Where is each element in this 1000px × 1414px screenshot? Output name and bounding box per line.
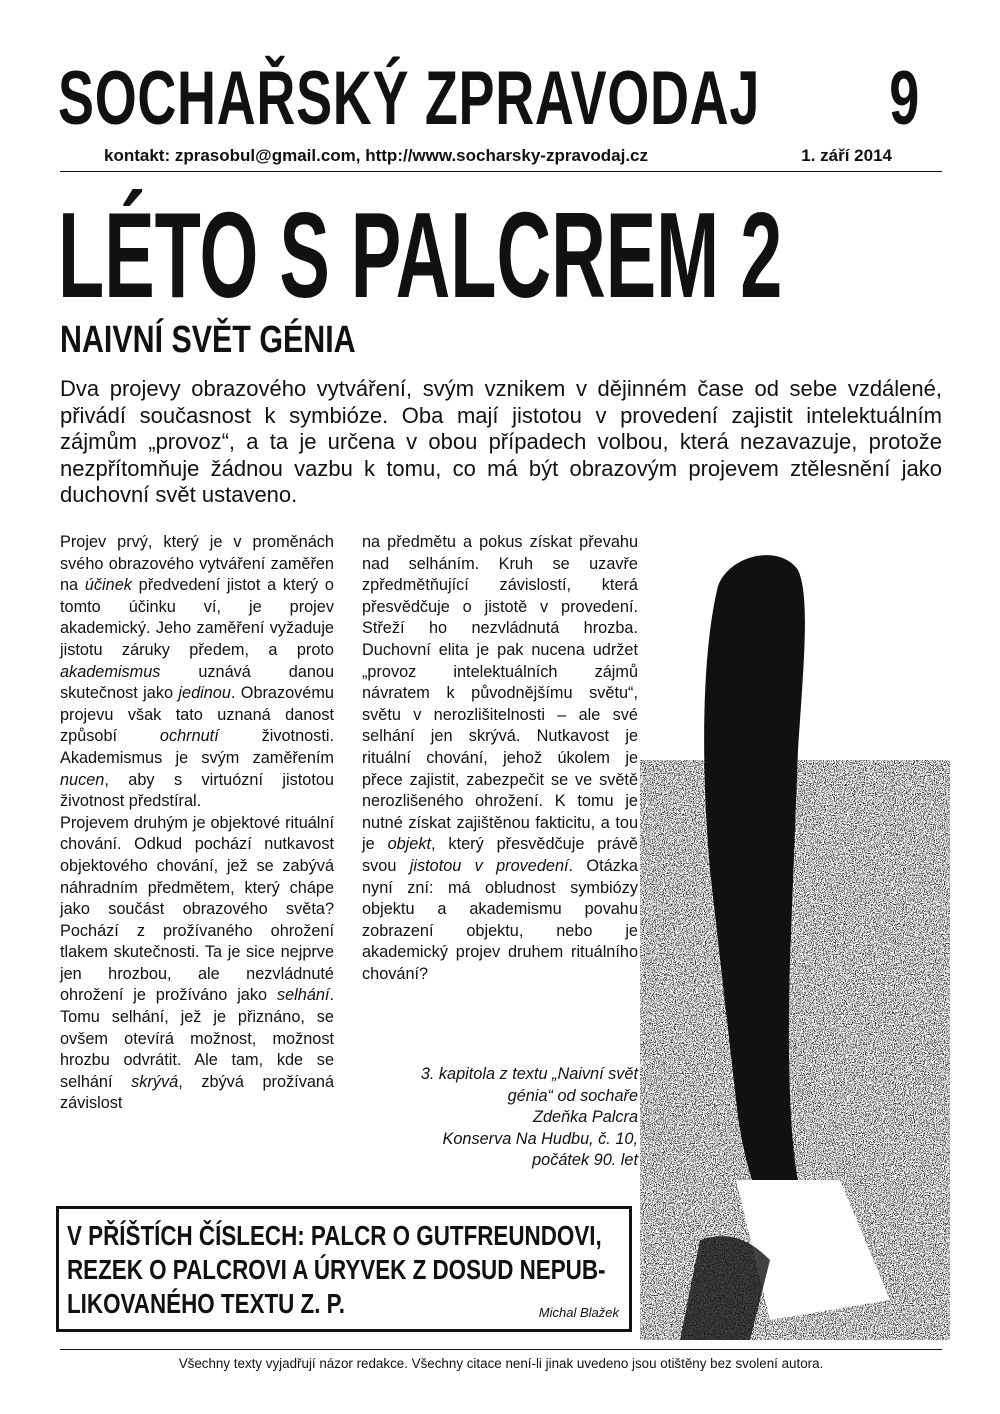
caption-line: Zdeňka Palcra — [533, 1108, 638, 1127]
masthead-divider — [60, 171, 942, 172]
issue-number: 9 — [889, 56, 920, 141]
emphasis: účinek — [84, 576, 132, 595]
masthead-title — [58, 56, 920, 141]
emphasis: nucen — [60, 770, 105, 789]
column1-paragraph-1: Projev prvý, který je v proměnách svého obrazového vytváření zaměřen na účinek předvedení jistot a který o tomto účinku ví, je projev akademický. Jeho zaměření vyžaduje jistotu záruky předem, a proto akademismus uznává danou skutečnost jako jedinou. Obrazovému projevu však tato uznaná danost způsobí ochrnutí životnosti. Akademismus je svým zaměřením nucen, aby s virtuózní jistotou životnost předstíral. — [60, 533, 334, 811]
caption-line: Konserva Na Hudbu, č. 10, — [442, 1129, 638, 1148]
contact-line: kontakt: zprasobul@gmail.com, http://www.socharsky-zpravodaj.cz — [104, 146, 648, 165]
emphasis: jedinou — [178, 684, 231, 703]
notice-author: Michal Blažek — [538, 1305, 619, 1320]
column2-paragraph-1: na předmětu a pokus získat převahu nad selháním. Kruh se uzavře zpředmětňující závislostí, která přesvědčuje o jistotě v provedení. Střeží ho nezvládnutá hrozba. Duchovní elita je pak nucena udržet „provoz intelektuálních zájmů návratem k původnějšímu světu“, světu v nerozlišitelnosti – ale své selhání jen skrývá. Nutkavost je rituální chování, jehož úkolem je přece zajistit, zabezpečit se ve světě nerozlišeného ohrožení. K tomu je nutné získat zajištěnou fakticitu, a tou je objekt, který přesvědčuje právě svou jistotou v provedení. Otázka nyní zní: má obludnost symbiózy objektu a akademismu povahu zobrazení objektu, nebo je akademický projev druhem rituálního chování? — [362, 533, 638, 983]
caption-line: počátek 90. let — [532, 1151, 638, 1170]
article-headline: LÉTO S PALCREM 2 — [58, 187, 783, 323]
emphasis: objekt — [387, 835, 432, 854]
caption-line: 3. kapitola z textu „Naivní svět — [420, 1065, 638, 1083]
footer-disclaimer: Všechny texty vyjadřují názor redakce. Všechny citace není-li jinak uvedeno jsou otištěny bez svolení autora. — [178, 1356, 824, 1371]
emphasis: selhání — [276, 986, 330, 1005]
emphasis: jistotou v provedení — [409, 856, 569, 875]
notice-line: LIKOVANÉHO TEXTU Z. P. — [67, 1288, 345, 1319]
newsletter-name: SOCHAŘSKÝ ZPRAVODAJ — [58, 56, 761, 141]
article-subheadline: NAIVNÍ SVĚT GÉNIA — [60, 319, 356, 361]
emphasis: ochrnutí — [159, 727, 219, 746]
issue-date: 1. září 2014 — [801, 146, 892, 165]
source-caption — [362, 1064, 638, 1172]
caption-line: génia“ od sochaře — [507, 1086, 638, 1105]
notice-line: REZEK O PALCROVI A ÚRYVEK Z DOSUD NEPUB- — [67, 1254, 606, 1285]
article-lead: Dva projevy obrazového vytváření, svým vznikem v dějinném čase od sebe vzdálené, přivádí současnost k symbióze. Oba mají jistotou v provedení zajistit intelektuálním zájmům „provoz“, a ta je určena v obou případech volbou, která nezavazuje, protože nezpřítomňuje žádnou vazbu k tomu, co má být obrazovým projevem ztělesnění jako duchovní svět ustaveno. — [60, 376, 942, 508]
upcoming-issues-box — [56, 1206, 632, 1332]
article-column-2 — [362, 532, 638, 985]
notice-line: V PŘÍŠTÍCH ČÍSLECH: PALCR O GUTFREUNDOVI, — [67, 1220, 602, 1251]
emphasis: akademismus — [60, 662, 161, 681]
emphasis: skrývá — [131, 1072, 179, 1091]
footer-divider — [60, 1349, 942, 1350]
column1-paragraph-2: Projevem druhým je objektové rituální chování. Odkud pochází nutkavost objektového chování, jež se zabývá náhradním předmětem, který chápe jako součást obrazového světa? Pochází z prožívaného ohrožení tlakem skutečnosti. Ta je sice nejprve jen hrozbou, ale nezvládnuté ohrožení je prožíváno jako selhání. Tomu selhání, jež je přiznáno, se ovšem otevírá možnost, možnost hrozbu odvrátit. Ale tam, kde se selhání skrývá, zbývá prožívaná závislost — [60, 813, 334, 1113]
sculpture-photo — [640, 540, 950, 1340]
article-column-1 — [60, 532, 334, 1115]
